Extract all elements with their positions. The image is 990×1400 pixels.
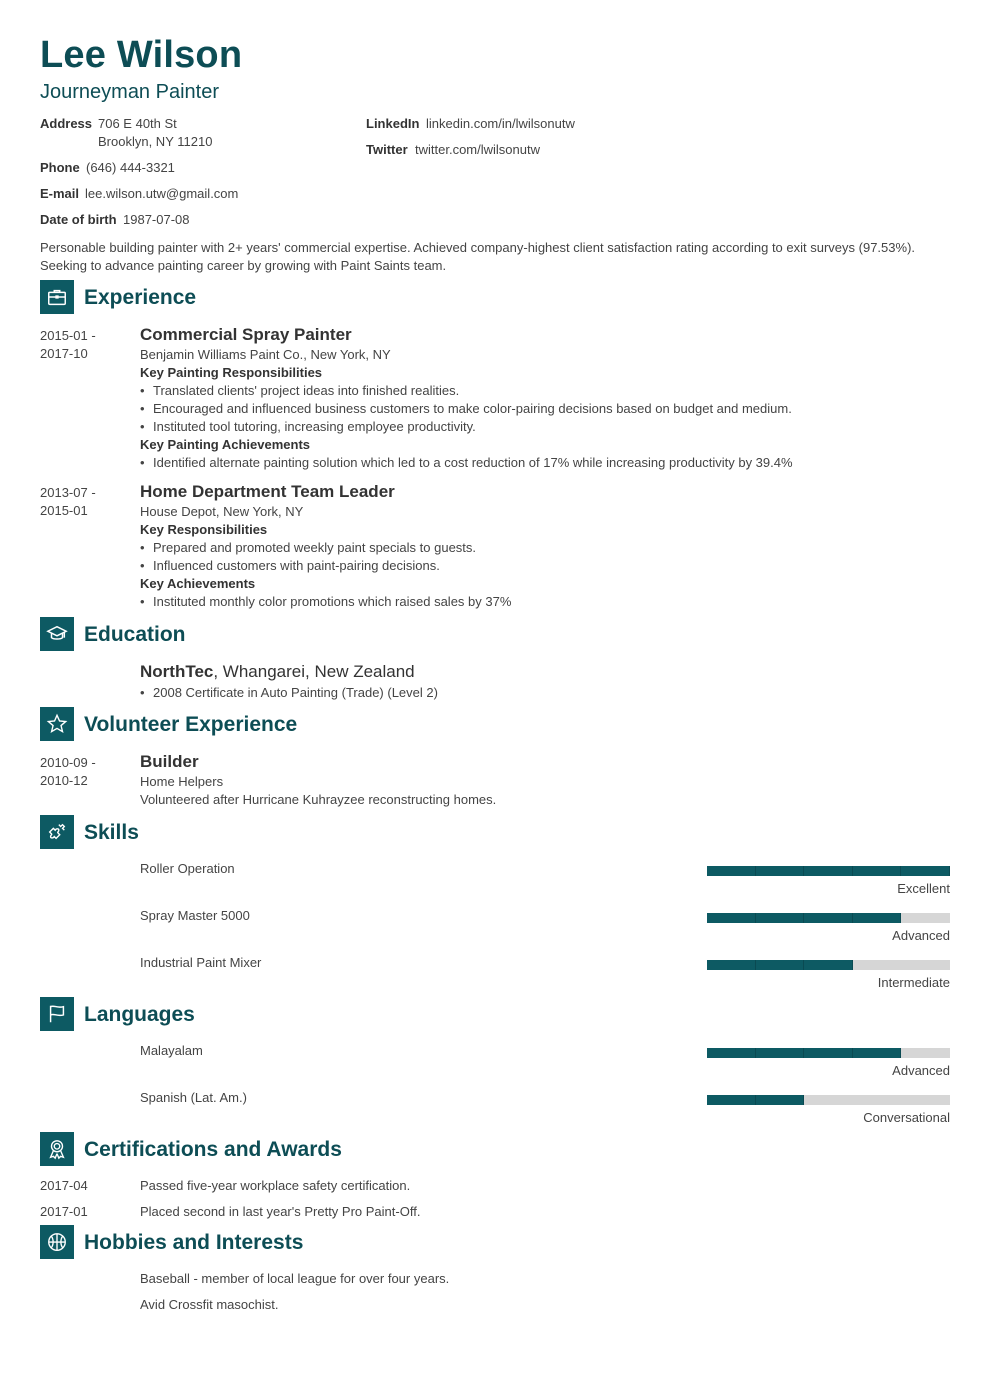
exp2-date-start: 2013-07 - [40, 485, 96, 500]
level-segment-filled [804, 1048, 853, 1058]
language-level: Advanced [892, 1063, 950, 1078]
exp1-date-start: 2015-01 - [40, 328, 96, 343]
level-segment-filled [707, 960, 756, 970]
hobbies-heading: Hobbies and Interests [84, 1231, 304, 1254]
exp2-date-end: 2015-01 [40, 503, 88, 518]
level-segment-filled [804, 960, 853, 970]
candidate-name: Lee Wilson [40, 34, 243, 76]
star-icon [40, 707, 74, 741]
skill-name: Spray Master 5000 [140, 908, 250, 923]
level-segment-filled [707, 1048, 756, 1058]
summary: Personable building painter with 2+ years' commercial expertise. Achieved company-highest client satisfaction rating according to exit surveys (97.53%). Seeking to advance painting career by growing with Paint Saints team. [40, 240, 916, 273]
language-name: Spanish (Lat. Am.) [140, 1090, 247, 1105]
exp2-ach-heading: Key Achievements [140, 576, 256, 591]
exp2-company: House Depot, New York, NY [140, 504, 304, 519]
language-level-bar [707, 1048, 950, 1058]
skill-level-bar [707, 866, 950, 876]
hobby-item: Avid Crossfit masochist. [140, 1297, 279, 1312]
level-segment-filled [804, 866, 853, 876]
briefcase-icon [40, 280, 74, 314]
list-item: • Influenced customers with paint-pairing decisions. [140, 557, 950, 575]
vol-desc: Volunteered after Hurricane Kuhrayzee reconstructing homes. [140, 792, 497, 807]
skill-level: Advanced [892, 928, 950, 943]
level-segment-empty [901, 1095, 950, 1105]
cert-date: 2017-01 [40, 1204, 88, 1219]
level-segment-filled [707, 866, 756, 876]
vol-date [40, 754, 96, 790]
exp1-ach-heading: Key Painting Achievements [140, 437, 311, 452]
level-segment-filled [853, 866, 902, 876]
list-item: • Instituted tool tutoring, increasing employee productivity. [140, 418, 950, 436]
level-segment-filled [901, 866, 950, 876]
flag-icon [40, 997, 74, 1031]
experience-heading: Experience [84, 286, 197, 309]
email-label: E-mail [40, 186, 80, 201]
skill-name: Industrial Paint Mixer [140, 955, 262, 970]
exp1-entry [140, 325, 950, 472]
school-name: NorthTec [140, 662, 214, 681]
language-name: Malayalam [140, 1043, 203, 1058]
volunteer-entry [140, 752, 496, 809]
exp1-company: Benjamin Williams Paint Co., New York, NY [140, 347, 391, 362]
exp2-title: Home Department Team Leader [140, 482, 395, 501]
level-segment-empty [901, 1048, 950, 1058]
list-item: • Prepared and promoted weekly paint specials to guests. [140, 539, 950, 557]
level-segment-filled [756, 913, 805, 923]
exp1-date-end: 2017-10 [40, 346, 88, 361]
skill-level-bar [707, 913, 950, 923]
skills-heading: Skills [84, 821, 139, 844]
vol-date-start: 2010-09 - [40, 755, 96, 770]
skill-level-bar [707, 960, 950, 970]
list-item: • Encouraged and influenced business customers to make color-pairing decisions based on budget and medium. [140, 400, 950, 418]
languages-heading: Languages [84, 1003, 195, 1026]
list-item: • Instituted monthly color promotions which raised sales by 37% [140, 593, 950, 611]
vol-date-end: 2010-12 [40, 773, 88, 788]
cert-text: Passed five-year workplace safety certification. [140, 1178, 411, 1193]
level-segment-filled [756, 1095, 805, 1105]
phone-label: Phone [40, 160, 80, 175]
certifications-heading: Certifications and Awards [84, 1138, 342, 1161]
level-segment-empty [853, 1095, 902, 1105]
education-entry [140, 662, 438, 702]
level-segment-filled [756, 960, 805, 970]
award-ribbon-icon [40, 1132, 74, 1166]
language-level-bar [707, 1095, 950, 1105]
exp2-resp-heading: Key Responsibilities [140, 522, 268, 537]
level-segment-filled [707, 1095, 756, 1105]
linkedin-value[interactable]: linkedin.com/in/lwilsonutw [426, 116, 575, 131]
skill-name: Roller Operation [140, 861, 235, 876]
vol-org: Home Helpers [140, 774, 224, 789]
level-segment-filled [804, 913, 853, 923]
exp1-date [40, 327, 96, 363]
address-line1: 706 E 40th St [98, 116, 177, 131]
dob-label: Date of birth [40, 212, 117, 227]
skill-level: Intermediate [877, 975, 950, 990]
exp2-entry [140, 482, 950, 611]
level-segment-filled [756, 1048, 805, 1058]
linkedin-label: LinkedIn [366, 116, 420, 131]
cert-date: 2017-04 [40, 1178, 88, 1193]
dob-value: 1987-07-08 [123, 212, 190, 227]
education-heading: Education [84, 623, 186, 646]
phone-value: (646) 444-3321 [86, 160, 175, 175]
exp2-date [40, 484, 96, 520]
volunteer-heading: Volunteer Experience [84, 713, 298, 736]
level-segment-filled [853, 913, 902, 923]
exp1-resp-heading: Key Painting Responsibilities [140, 365, 323, 380]
exp1-title: Commercial Spray Painter [140, 325, 352, 344]
list-item: • Translated clients' project ideas into finished realities. [140, 382, 950, 400]
list-item: • Identified alternate painting solution which led to a cost reduction of 17% while increasing productivity by 39.4% [140, 454, 950, 472]
level-segment-empty [853, 960, 902, 970]
hobby-item: Baseball - member of local league for over four years. [140, 1271, 450, 1286]
cert-text: Placed second in last year's Pretty Pro Paint-Off. [140, 1204, 421, 1219]
vol-title: Builder [140, 752, 199, 771]
twitter-label: Twitter [366, 142, 408, 157]
level-segment-filled [853, 1048, 902, 1058]
skill-level: Excellent [897, 881, 950, 896]
level-segment-empty [901, 960, 950, 970]
graduation-cap-icon [40, 617, 74, 651]
address-label: Address [40, 116, 93, 131]
job-title: Journeyman Painter [40, 81, 219, 103]
level-segment-empty [804, 1095, 853, 1105]
puzzle-icon [40, 815, 74, 849]
twitter-value[interactable]: twitter.com/lwilsonutw [415, 142, 540, 157]
email-value[interactable]: lee.wilson.utw@gmail.com [85, 186, 239, 201]
address-line2: Brooklyn, NY 11210 [98, 134, 213, 149]
school-location: , Whangarei, New Zealand [213, 662, 415, 681]
level-segment-empty [901, 913, 950, 923]
language-level: Conversational [863, 1110, 950, 1125]
level-segment-filled [707, 913, 756, 923]
list-item: • 2008 Certificate in Auto Painting (Trade) (Level 2) [140, 684, 438, 702]
level-segment-filled [756, 866, 805, 876]
basketball-icon [40, 1225, 74, 1259]
